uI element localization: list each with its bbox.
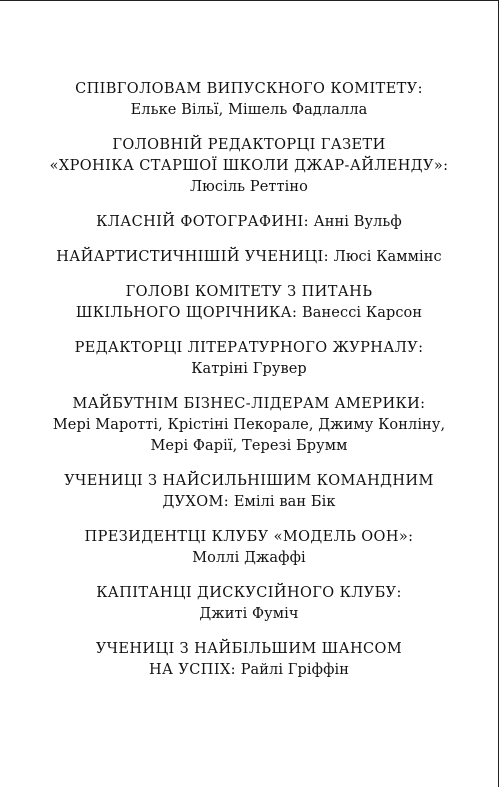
award-entry (0, 282, 498, 324)
award-line (0, 177, 498, 198)
award-recipients: Емілі ван Бік (233, 494, 336, 510)
award-recipients: Мері Маротті, Крістіні Пекорале, Джиму Конліну, (52, 417, 446, 433)
award-entry (0, 639, 498, 681)
award-title: НАЙАРТИСТИЧНІШІЙ УЧЕНИЦІ: (56, 249, 329, 265)
award-title: КАПІТАНЦІ ДИСКУСІЙНОГО КЛУБУ: (96, 585, 402, 601)
award-title: «ХРОНІКА СТАРШОЇ ШКОЛИ ДЖАР-АЙЛЕНДУ»: (49, 158, 449, 174)
award-title: КЛАСНІЙ ФОТОГРАФИНІ: (96, 214, 309, 230)
award-recipients: Ванессі Карсон (302, 305, 423, 321)
award-title: СПІВГОЛОВАМ ВИПУСКНОГО КОМІТЕТУ: (75, 81, 423, 97)
award-line (0, 492, 498, 513)
award-line (0, 359, 498, 380)
award-line (0, 79, 498, 100)
award-recipients: Люсіль Реттіно (189, 179, 308, 195)
award-title: ПРЕЗИДЕНТЦІ КЛУБУ «МОДЕЛЬ ООН»: (84, 529, 414, 545)
award-entry (0, 135, 498, 198)
award-line (0, 212, 498, 233)
award-line (0, 527, 498, 548)
award-recipients: Люсі Каммінс (333, 249, 442, 265)
award-entry (0, 79, 498, 121)
award-line (0, 282, 498, 303)
award-entry (0, 394, 498, 457)
award-title: УЧЕНИЦІ З НАЙБІЛЬШИМ ШАНСОМ (95, 641, 403, 657)
award-title: ДУХОМ: (162, 494, 230, 510)
award-title: РЕДАКТОРЦІ ЛІТЕРАТУРНОГО ЖУРНАЛУ: (74, 340, 424, 356)
award-entry (0, 471, 498, 513)
award-recipients: Джиті Фуміч (199, 606, 299, 622)
award-entry (0, 527, 498, 569)
award-recipients: Райлі Гріффін (240, 662, 350, 678)
award-line (0, 583, 498, 604)
award-title: ГОЛОВІ КОМІТЕТУ З ПИТАНЬ (125, 284, 373, 300)
award-line (0, 639, 498, 660)
award-entry (0, 583, 498, 625)
award-title: НА УСПІХ: (148, 662, 236, 678)
award-line (0, 156, 498, 177)
award-title: ШКІЛЬНОГО ЩОРІЧНИКА: (75, 305, 298, 321)
award-line (0, 471, 498, 492)
award-line (0, 436, 498, 457)
award-line (0, 338, 498, 359)
award-title: УЧЕНИЦІ З НАЙСИЛЬНІШИМ КОМАНДНИМ (64, 473, 434, 489)
award-recipients: Анні Вульф (313, 214, 402, 230)
award-title: МАЙБУТНІМ БІЗНЕС-ЛІДЕРАМ АМЕРИКИ: (72, 396, 426, 412)
award-entry (0, 212, 498, 233)
award-recipients: Ельке Вільї, Мішель Фадлалла (130, 102, 368, 118)
award-line (0, 604, 498, 625)
award-line (0, 394, 498, 415)
award-line (0, 303, 498, 324)
award-recipients: Катріні Грувер (191, 361, 307, 377)
award-title: ГОЛОВНІЙ РЕДАКТОРЦІ ГАЗЕТИ (112, 137, 386, 153)
award-line (0, 247, 498, 268)
award-line (0, 415, 498, 436)
award-line (0, 100, 498, 121)
award-recipients: Мері Фарії, Терезі Брумм (150, 438, 348, 454)
award-line (0, 660, 498, 681)
award-line (0, 135, 498, 156)
award-recipients: Моллі Джаффі (192, 550, 306, 566)
award-line (0, 548, 498, 569)
award-entry (0, 247, 498, 268)
awards-list (0, 79, 498, 695)
award-entry (0, 338, 498, 380)
